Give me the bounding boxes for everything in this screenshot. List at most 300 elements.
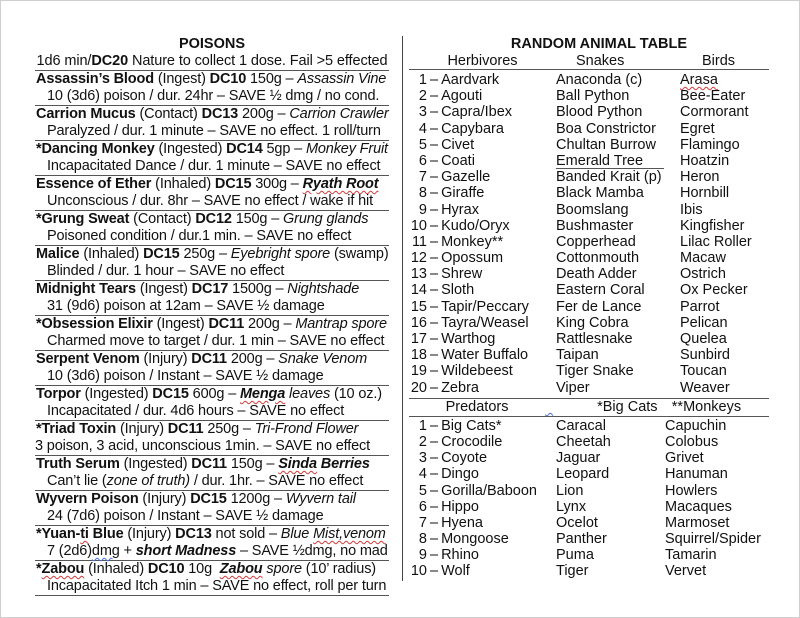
poison-entry xyxy=(35,456,389,491)
predator-name: Big Cats* xyxy=(441,417,502,434)
roll-number: 16 xyxy=(410,314,427,331)
snake-name: Black Mamba xyxy=(556,185,644,202)
snake-name: Fer de Lance xyxy=(556,298,642,315)
snake-cell xyxy=(556,202,680,218)
poison-name: Assassin’s Blood xyxy=(36,71,154,87)
predator-name: Hyena xyxy=(441,514,483,531)
poison-name: *Grung Sweat xyxy=(36,211,130,227)
poison-effect: Poisoned condition / dur.1 min. – SAVE no effect xyxy=(47,228,352,244)
poison-source: spore xyxy=(262,561,302,577)
bird-name: Toucan xyxy=(680,363,727,380)
poison-cost: 1200g – xyxy=(226,491,286,507)
snake-name: Rattlesnake xyxy=(556,331,633,347)
poison-source: Ryath Root xyxy=(302,176,379,192)
poison-type: (Injury) xyxy=(123,526,176,542)
dash: – xyxy=(430,250,439,267)
roll-number: 14 xyxy=(410,282,427,299)
herbivore-cell xyxy=(409,250,556,266)
animal-row xyxy=(409,104,769,120)
predator-name: Crocodile xyxy=(441,433,503,450)
bird-cell xyxy=(680,282,769,298)
poison-effect: Incapacitated Itch 1 min – SAVE no effect, roll per turn xyxy=(47,578,387,594)
snake-name: Emerald Tree xyxy=(556,154,664,169)
effect-text-rest: – SAVE ½dmg, no mad xyxy=(236,543,388,559)
bird-name: Sunbird xyxy=(680,347,730,364)
bird-name: Flamingo xyxy=(680,136,740,153)
herbivore-cell xyxy=(409,282,556,298)
poison-entry xyxy=(35,351,389,386)
dash: – xyxy=(430,450,439,467)
roll-number: 4 xyxy=(418,466,427,483)
herbivore-cell xyxy=(409,380,556,396)
predator-cell xyxy=(409,547,556,563)
poison-extra: (10 oz.) xyxy=(330,386,382,402)
bird-name: Cormorant xyxy=(680,104,749,121)
roll-number: 20 xyxy=(410,379,427,396)
dash: – xyxy=(430,498,439,515)
predator-row xyxy=(409,483,769,499)
header-snakes: Snakes xyxy=(576,53,625,69)
poison-dc: DC15 xyxy=(190,491,227,507)
predator-name: Dingo xyxy=(441,466,479,483)
poison-source: Grung glands xyxy=(283,211,369,227)
poison-entry xyxy=(35,281,389,316)
roll-number: 17 xyxy=(410,331,427,347)
snake-name: Cottonmouth xyxy=(556,250,640,267)
poison-dc: DC15 xyxy=(214,176,252,192)
animal-row xyxy=(409,347,769,363)
predator-row xyxy=(409,466,769,482)
snake-name: Ball Python xyxy=(556,88,630,105)
poison-entry xyxy=(35,106,389,141)
big-cat-cell: Cheetah xyxy=(556,433,611,450)
predator-name: Hippo xyxy=(441,498,479,515)
poison-name: Carrion Mucus xyxy=(36,106,136,122)
snake-name: Copperhead xyxy=(556,233,636,250)
animal-row xyxy=(409,137,769,153)
poison-type: (Ingest) xyxy=(153,71,210,87)
poison-type: (Ingest) xyxy=(135,281,192,297)
effect-madness: short Madness xyxy=(135,543,237,559)
bird-name: Hoatzin xyxy=(680,152,730,169)
bird-cell xyxy=(680,104,769,120)
roll-number: 4 xyxy=(418,120,427,137)
animal-row xyxy=(409,121,769,137)
herbivore-cell xyxy=(409,363,556,379)
spell-check-gap xyxy=(545,399,597,416)
predator-rows xyxy=(409,417,769,580)
predator-row xyxy=(409,531,769,547)
herbivore-name: Warthog xyxy=(441,331,496,347)
herbivore-cell xyxy=(409,315,556,331)
poison-name-part: Blue xyxy=(88,526,124,542)
snake-name: Viper xyxy=(556,379,590,396)
bird-cell xyxy=(680,153,769,169)
poison-cost: 5gp – xyxy=(262,141,306,157)
big-cat-cell: Caracal xyxy=(556,417,606,434)
roll-number: 5 xyxy=(418,482,427,499)
poison-entry xyxy=(35,526,389,561)
snake-name: Boomslang xyxy=(556,201,629,218)
poison-cost: not sold – xyxy=(211,526,281,542)
poison-extra: (swamp) xyxy=(330,246,389,262)
monkey-cell: Grivet xyxy=(665,450,704,467)
poison-name: *Yuan- xyxy=(36,526,81,542)
poison-dc: DC10 xyxy=(209,71,247,87)
poison-effect: 24 (7d6) poison / Instant – SAVE ½ damage xyxy=(47,508,324,524)
poisons-section xyxy=(35,35,389,596)
roll-number: 8 xyxy=(418,531,427,548)
poison-entry xyxy=(35,421,389,456)
big-cat-cell: Leopard xyxy=(556,466,610,483)
bird-name: Ostrich xyxy=(680,266,726,283)
dash: – xyxy=(430,266,439,283)
herbivore-name: Monkey** xyxy=(441,233,504,250)
poison-type: (Inhaled) xyxy=(84,561,148,577)
dash: – xyxy=(430,282,439,299)
poison-type: (Ingested) xyxy=(154,141,227,157)
poison-cost: 1500g – xyxy=(228,281,288,297)
dash: – xyxy=(430,331,439,347)
bird-cell xyxy=(680,121,769,137)
animal-row xyxy=(409,72,769,88)
dash: – xyxy=(430,314,439,331)
dash: – xyxy=(430,298,439,315)
poison-cost: 150g – xyxy=(246,71,298,87)
bird-cell xyxy=(680,202,769,218)
roll-number: 7 xyxy=(418,514,427,531)
poison-source: Assassin Vine xyxy=(297,71,387,87)
poison-name: *Dancing Monkey xyxy=(36,141,155,157)
roll-number: 8 xyxy=(418,185,427,202)
bird-cell xyxy=(680,266,769,282)
herbivore-cell xyxy=(409,234,556,250)
bird-cell xyxy=(680,299,769,315)
herbivore-name: Giraffe xyxy=(441,185,485,202)
dash: – xyxy=(430,417,439,434)
bird-cell xyxy=(680,315,769,331)
roll-number: 10 xyxy=(410,563,427,580)
predator-row xyxy=(409,563,769,579)
animal-row xyxy=(409,202,769,218)
poison-entry xyxy=(35,316,389,351)
bird-cell xyxy=(680,380,769,396)
bird-name: Hornbill xyxy=(680,185,730,202)
monkey-cell: Vervet xyxy=(665,563,707,580)
monkey-cell: Squirrel/Spider xyxy=(665,531,761,548)
roll-number: 6 xyxy=(418,498,427,515)
monkey-cell: Howlers xyxy=(665,482,718,499)
herbivore-cell xyxy=(409,347,556,363)
poison-dc: DC11 xyxy=(208,316,245,332)
effect-italic: zone of truth) xyxy=(106,473,190,489)
roll-number: 6 xyxy=(418,152,427,169)
poison-source: Berries xyxy=(316,456,370,472)
poison-name: Wyvern Poison xyxy=(36,491,139,507)
poison-source: Carrion Crawler xyxy=(289,106,389,122)
poison-dc: DC15 xyxy=(143,246,180,262)
poison-type: (Contact) xyxy=(135,106,202,122)
effect-dmg: dmg xyxy=(91,543,120,559)
roll-number: 18 xyxy=(410,347,427,364)
snake-cell xyxy=(556,347,680,363)
bird-cell xyxy=(680,234,769,250)
herbivore-cell xyxy=(409,266,556,282)
snake-name: Anaconda (c) xyxy=(556,72,643,88)
poison-extra: (10’ radius) xyxy=(301,561,376,577)
snake-cell xyxy=(556,169,680,185)
predator-cell xyxy=(409,499,556,515)
herbivore-cell xyxy=(409,331,556,347)
bird-cell xyxy=(680,88,769,104)
predator-row xyxy=(409,450,769,466)
snake-cell xyxy=(556,299,680,315)
snake-cell xyxy=(556,315,680,331)
animal-table-header xyxy=(409,53,769,70)
poison-cost: 200g – xyxy=(226,351,279,367)
herbivore-name: Agouti xyxy=(441,88,483,105)
bird-cell xyxy=(680,218,769,234)
snake-name: Blood Python xyxy=(556,104,643,121)
bird-cell xyxy=(680,250,769,266)
dash: – xyxy=(430,363,439,380)
poison-dc: DC10 xyxy=(147,561,185,577)
poison-entry xyxy=(35,386,389,421)
effect-plus: + xyxy=(119,543,136,559)
herbivore-name: Hyrax xyxy=(441,201,479,218)
herbivore-cell xyxy=(409,72,556,88)
poison-name: Malice xyxy=(36,246,80,262)
snake-name: Chultan Burrow xyxy=(556,136,656,153)
bird-cell xyxy=(680,331,769,347)
poison-name: * xyxy=(36,561,42,577)
poison-effect: 10 (3d6) poison / Instant – SAVE ½ damage xyxy=(47,368,324,384)
animal-table-title: RANDOM ANIMAL TABLE xyxy=(510,36,688,52)
predator-cell xyxy=(409,531,556,547)
bird-name: Bee-Eater xyxy=(680,88,746,105)
poison-type: (Injury) xyxy=(116,421,168,437)
animal-row xyxy=(409,234,769,250)
animal-row xyxy=(409,363,769,379)
poison-entry xyxy=(35,176,389,211)
monkey-cell: Macaques xyxy=(665,498,732,515)
dash: – xyxy=(430,379,439,396)
roll-number: 12 xyxy=(410,250,427,267)
herbivore-cell xyxy=(409,202,556,218)
big-cat-cell: Tiger xyxy=(556,563,589,580)
poison-cost: 300g – xyxy=(251,176,303,192)
predator-cell xyxy=(409,434,556,450)
poison-source: Monkey Fruit xyxy=(305,141,388,157)
monkey-cell: Capuchin xyxy=(665,417,727,434)
poison-name: *Obsession Elixir xyxy=(36,316,153,332)
poison-name: *Triad Toxin xyxy=(36,421,117,437)
poison-dc: DC14 xyxy=(226,141,263,157)
poison-cost: 150g – xyxy=(226,456,279,472)
poison-name-part: ti xyxy=(80,526,89,542)
herbivore-cell xyxy=(409,121,556,137)
animal-row xyxy=(409,185,769,201)
animal-row xyxy=(409,153,769,169)
roll-number: 1 xyxy=(418,417,427,434)
snake-cell xyxy=(556,137,680,153)
snake-cell xyxy=(556,121,680,137)
poison-name: Essence of Ether xyxy=(36,176,152,192)
poison-dc: DC12 xyxy=(195,211,232,227)
poison-dc: DC11 xyxy=(191,351,227,367)
herbivore-cell xyxy=(409,169,556,185)
bird-name: Ibis xyxy=(680,201,703,218)
dash: – xyxy=(430,233,439,250)
intro-text-rest: Nature to collect 1 dose. Fail >5 effected xyxy=(128,53,388,69)
dash: – xyxy=(430,72,439,88)
poison-cost: 250g – xyxy=(179,246,231,262)
bird-name: Lilac Roller xyxy=(680,233,752,250)
poison-dc: DC13 xyxy=(201,106,239,122)
animal-row xyxy=(409,169,769,185)
snake-name: Death Adder xyxy=(556,266,637,283)
herbivore-cell xyxy=(409,185,556,201)
big-cat-cell: Ocelot xyxy=(556,514,598,531)
dash: – xyxy=(430,88,439,105)
snake-name: Taipan xyxy=(556,347,599,364)
herbivore-cell xyxy=(409,104,556,120)
header-monkeys: **Monkeys xyxy=(671,398,742,415)
monkey-cell: Hanuman xyxy=(665,466,728,483)
poison-source: Snake Venom xyxy=(278,351,368,367)
header-birds: Birds xyxy=(702,53,736,69)
dash: – xyxy=(430,433,439,450)
animal-row xyxy=(409,250,769,266)
bird-name: Weaver xyxy=(680,379,730,396)
herbivore-name: Tayra/Weasel xyxy=(441,314,529,331)
poison-type: (Inhaled) xyxy=(79,246,144,262)
poison-type: (Ingested) xyxy=(80,386,153,402)
poisons-title: POISONS xyxy=(178,36,246,52)
poison-entry xyxy=(35,211,389,246)
animal-row xyxy=(409,218,769,234)
herbivore-name: Kudo/Oryx xyxy=(441,217,510,234)
predator-table-header xyxy=(409,399,769,417)
herbivore-name: Capybara xyxy=(441,120,504,137)
monkey-cell: Colobus xyxy=(665,433,719,450)
effect-text: 7 (2d6) xyxy=(47,543,92,559)
snake-cell xyxy=(556,88,680,104)
intro-dc: DC20 xyxy=(91,53,129,69)
predator-name: Wolf xyxy=(441,563,470,580)
poison-cost: 600g – xyxy=(188,386,240,402)
bird-cell xyxy=(680,363,769,379)
animal-row xyxy=(409,282,769,298)
herbivore-cell xyxy=(409,299,556,315)
snake-cell xyxy=(556,153,680,169)
animal-table-section xyxy=(409,35,769,580)
bird-name: Pelican xyxy=(680,314,728,331)
monkey-cell: Tamarin xyxy=(665,547,717,564)
poison-source-bold: Menga xyxy=(240,386,286,402)
poison-entry xyxy=(35,561,389,596)
poison-name: Truth Serum xyxy=(36,456,120,472)
big-cat-cell: Lynx xyxy=(556,498,587,515)
dash: – xyxy=(430,466,439,483)
predator-cell xyxy=(409,515,556,531)
herbivore-name: Tapir/Peccary xyxy=(441,298,529,315)
dash: – xyxy=(430,547,439,564)
poison-type: (Ingest) xyxy=(152,316,209,332)
header-big-cats-label: *Big Cats xyxy=(597,398,658,415)
poison-type: (Ingested) xyxy=(119,456,192,472)
bird-name: Arasa xyxy=(680,72,718,88)
header-predators: Predators xyxy=(445,398,509,415)
bird-cell xyxy=(680,72,769,88)
dash: – xyxy=(430,482,439,499)
poison-effect xyxy=(35,473,389,490)
herbivore-name: Coati xyxy=(441,152,475,169)
roll-number: 5 xyxy=(418,136,427,153)
snake-cell xyxy=(556,331,680,347)
snake-cell xyxy=(556,104,680,120)
poison-effect: 31 (9d6) poison at 12am – SAVE ½ damage xyxy=(47,298,325,314)
snake-name: King Cobra xyxy=(556,314,629,331)
poison-source-bold: Sinda xyxy=(278,456,317,472)
dash: – xyxy=(430,347,439,364)
dash: – xyxy=(430,217,439,234)
roll-number: 15 xyxy=(410,298,427,315)
poison-effect: Blinded / dur. 1 hour – SAVE no effect xyxy=(47,263,285,279)
snake-cell xyxy=(556,185,680,201)
poison-source: leaves xyxy=(285,386,331,402)
poison-name: Serpent Venom xyxy=(36,351,140,367)
herbivore-name: Zebra xyxy=(441,379,479,396)
dash: – xyxy=(430,120,439,137)
poison-type: (Inhaled) xyxy=(151,176,215,192)
snake-cell xyxy=(556,282,680,298)
poisons-intro xyxy=(35,53,389,71)
poison-cost: 200g – xyxy=(244,316,296,332)
herbivore-cell xyxy=(409,137,556,153)
animal-row xyxy=(409,266,769,282)
poison-dc: DC11 xyxy=(167,421,204,437)
herbivore-name: Shrew xyxy=(441,266,483,283)
predator-name: Rhino xyxy=(441,547,479,564)
animal-row xyxy=(409,88,769,104)
predator-name: Mongoose xyxy=(441,531,509,548)
predator-cell xyxy=(409,483,556,499)
poison-effect: 10 (3d6) poison / dur. 24hr – SAVE ½ dmg / no cond. xyxy=(47,88,380,104)
roll-number: 13 xyxy=(410,266,427,283)
roll-number: 9 xyxy=(418,547,427,564)
predator-name: Gorilla/Baboon xyxy=(441,482,537,499)
poison-type: (Injury) xyxy=(138,491,191,507)
herbivore-name: Opossum xyxy=(441,250,504,267)
poison-cost: 250g – xyxy=(203,421,255,437)
poison-source: Nightshade xyxy=(287,281,360,297)
poison-entry xyxy=(35,71,389,106)
snake-cell xyxy=(556,380,680,396)
bird-name: Kingfisher xyxy=(680,217,745,234)
poison-effect xyxy=(35,543,389,560)
predator-name: Coyote xyxy=(441,450,488,467)
snake-name: Bushmaster xyxy=(556,217,634,234)
snake-name: Eastern Coral xyxy=(556,282,645,299)
bird-cell xyxy=(680,347,769,363)
predator-row xyxy=(409,547,769,563)
big-cat-cell: Lion xyxy=(556,482,584,499)
predator-row xyxy=(409,515,769,531)
poison-effect: Incapacitated Dance / dur. 1 minute – SAVE no effect xyxy=(47,158,381,174)
header-herbivores: Herbivores xyxy=(447,53,518,69)
column-divider xyxy=(402,36,403,581)
